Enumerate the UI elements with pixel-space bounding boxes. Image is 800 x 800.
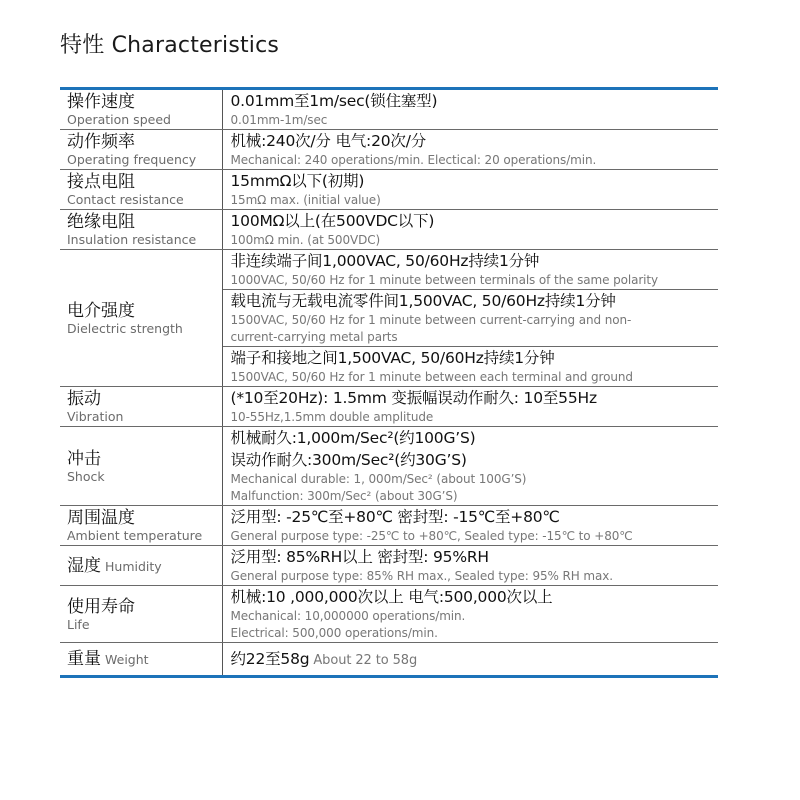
spec-value-en: About 22 to 58g bbox=[313, 653, 418, 668]
spec-label-cn: 使用寿命 bbox=[67, 596, 135, 617]
spec-value bbox=[222, 170, 718, 210]
spec-label bbox=[60, 427, 222, 506]
spec-row-shock bbox=[60, 427, 718, 506]
spec-label bbox=[60, 586, 222, 643]
spec-label-cn: 冲击 bbox=[67, 448, 101, 469]
spec-label-cn: 电介强度 bbox=[67, 300, 135, 321]
spec-value-en: 15mΩ max. (initial value) bbox=[230, 193, 381, 207]
spec-label-en: Humidity bbox=[105, 558, 162, 574]
spec-value-cn: 载电流与无载电流零件间1,500VAC, 50/60Hz持续1分钟 bbox=[230, 292, 616, 310]
spec-value-en: Malfunction: 300m/Sec² (about 30G’S) bbox=[230, 489, 458, 503]
spec-value-en: current-carrying metal parts bbox=[230, 330, 398, 344]
spec-label-cn: 重量 bbox=[67, 649, 101, 669]
spec-value bbox=[222, 586, 718, 643]
spec-value-cn: 100MΩ以上(在500VDC以下) bbox=[230, 212, 435, 230]
spec-row-ambient-temperature bbox=[60, 506, 718, 546]
spec-label-en: Shock bbox=[67, 468, 105, 484]
spec-label-cn: 周围温度 bbox=[67, 508, 135, 528]
spec-value-en: Mechanical: 240 operations/min. Electical: 20 operations/min. bbox=[230, 153, 597, 167]
spec-label bbox=[60, 546, 222, 586]
spec-label-cn: 绝缘电阻 bbox=[67, 212, 135, 232]
spec-row-dielectric-strength bbox=[60, 250, 718, 290]
spec-label-en: Life bbox=[67, 616, 90, 632]
spec-value bbox=[222, 347, 718, 387]
spec-label-cn: 湿度 bbox=[67, 555, 101, 576]
spec-row-operating-frequency bbox=[60, 130, 718, 170]
characteristics-table bbox=[60, 87, 718, 678]
spec-value bbox=[222, 290, 718, 347]
spec-value-en: General purpose type: -25℃ to +80℃, Sealed type: -15℃ to +80℃ bbox=[230, 529, 633, 543]
spec-value-cn: 机械:240次/分 电气:20次/分 bbox=[230, 132, 427, 150]
spec-label-en: Operating frequency bbox=[67, 152, 197, 167]
spec-label-en: Vibration bbox=[67, 409, 124, 424]
spec-value-cn: 机械耐久:1,000m/Sec²(约100G’S) bbox=[230, 429, 476, 447]
spec-label-cn: 操作速度 bbox=[67, 92, 135, 112]
spec-label-cn: 振动 bbox=[67, 389, 101, 409]
spec-value-en: 1500VAC, 50/60 Hz for 1 minute between each terminal and ground bbox=[230, 370, 633, 384]
spec-value-en: 0.01mm-1m/sec bbox=[230, 113, 328, 127]
spec-row-operation-speed bbox=[60, 90, 718, 130]
spec-value bbox=[222, 250, 718, 290]
spec-label bbox=[60, 250, 222, 387]
spec-value-cn: 非连续端子间1,000VAC, 50/60Hz持续1分钟 bbox=[230, 252, 540, 270]
table-bottom-rule bbox=[60, 677, 718, 679]
spec-value bbox=[222, 90, 718, 130]
spec-value-en: 100mΩ min. (at 500VDC) bbox=[230, 233, 381, 247]
spec-label bbox=[60, 387, 222, 427]
spec-label bbox=[60, 210, 222, 250]
spec-label-en: Contact resistance bbox=[67, 192, 184, 207]
spec-value bbox=[222, 506, 718, 546]
spec-row-weight bbox=[60, 643, 718, 677]
spec-row-contact-resistance bbox=[60, 170, 718, 210]
spec-label-cn: 动作频率 bbox=[67, 132, 135, 152]
spec-value bbox=[222, 643, 718, 677]
spec-value-en: 10-55Hz,1.5mm double amplitude bbox=[230, 410, 434, 424]
spec-label-en: Weight bbox=[105, 652, 149, 667]
spec-label-cn: 接点电阻 bbox=[67, 172, 135, 192]
spec-value-en: General purpose type: 85% RH max., Sealed type: 95% RH max. bbox=[230, 569, 613, 583]
spec-label-en: Ambient temperature bbox=[67, 528, 203, 543]
spec-value bbox=[222, 546, 718, 586]
spec-value-en: Electrical: 500,000 operations/min. bbox=[230, 626, 438, 640]
spec-value-cn: 机械:10 ,000,000次以上 电气:500,000次以上 bbox=[230, 588, 553, 606]
spec-value bbox=[222, 427, 718, 506]
spec-label bbox=[60, 90, 222, 130]
spec-value-cn: 泛用型: 85%RH以上 密封型: 95%RH bbox=[230, 548, 489, 566]
spec-row-insulation-resistance bbox=[60, 210, 718, 250]
spec-row-vibration bbox=[60, 387, 718, 427]
spec-value-cn: 15mmΩ以下(初期) bbox=[230, 172, 365, 190]
spec-label bbox=[60, 170, 222, 210]
spec-value bbox=[222, 387, 718, 427]
spec-value-cn: 0.01mm至1m/sec(锁住塞型) bbox=[230, 92, 438, 110]
spec-value-cn: 误动作耐久:300m/Sec²(约30G’S) bbox=[230, 451, 467, 469]
spec-value-cn: 泛用型: -25℃至+80℃ 密封型: -15℃至+80℃ bbox=[230, 508, 560, 526]
spec-label-en: Insulation resistance bbox=[67, 232, 197, 247]
spec-value bbox=[222, 210, 718, 250]
spec-value-cn: 约22至58g bbox=[230, 650, 310, 668]
spec-value bbox=[222, 130, 718, 170]
spec-value-cn: 端子和接地之间1,500VAC, 50/60Hz持续1分钟 bbox=[230, 349, 555, 367]
spec-value-cn: (*10至20Hz): 1.5mm 变振幅误动作耐久: 10至55Hz bbox=[230, 389, 597, 407]
spec-label bbox=[60, 643, 222, 677]
spec-label bbox=[60, 506, 222, 546]
page-title: 特性 Characteristics bbox=[60, 33, 280, 58]
spec-value-en: 1000VAC, 50/60 Hz for 1 minute between terminals of the same polarity bbox=[230, 273, 659, 287]
spec-label bbox=[60, 130, 222, 170]
spec-label-en: Operation speed bbox=[67, 112, 171, 127]
spec-row-humidity bbox=[60, 546, 718, 586]
spec-row-life bbox=[60, 586, 718, 643]
spec-value-en: 1500VAC, 50/60 Hz for 1 minute between current-carrying and non- bbox=[230, 313, 632, 327]
spec-value-en: Mechanical: 10,000000 operations/min. bbox=[230, 609, 466, 623]
spec-label-en: Dielectric strength bbox=[67, 320, 183, 336]
spec-value-en: Mechanical durable: 1, 000m/Sec² (about 100G’S) bbox=[230, 472, 527, 486]
